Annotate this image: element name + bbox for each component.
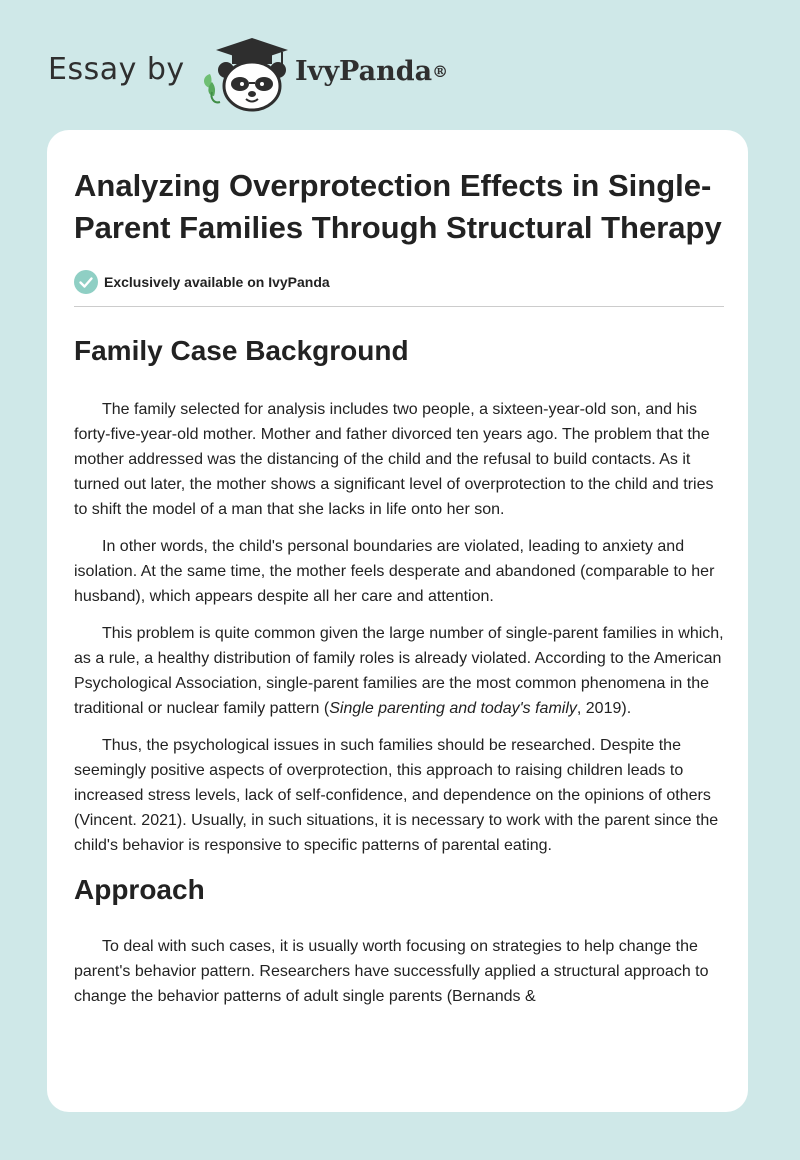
badge-label: Exclusively available on IvyPanda [104, 274, 330, 290]
section-body-background [74, 397, 724, 858]
essay-title: Analyzing Overprotection Effects in Single-Parent Families Through Structural Therapy [74, 168, 722, 245]
brand-text: IvyPanda [295, 56, 433, 87]
essay-card [47, 130, 748, 1112]
paragraph: In other words, the child's personal boundaries are violated, leading to anxiety and isolation. At the same time, the mother feels desperate and abandoned (comparable to her husband), which appears despite all her care and attention. [74, 538, 715, 605]
essay-content [74, 165, 724, 1009]
citation-title: Single parenting and today's family [329, 700, 577, 717]
essay-by-label: Essay by [48, 52, 185, 87]
panda-logo-icon[interactable] [198, 36, 288, 112]
paragraph: Thus, the psychological issues in such families should be researched. Despite the seemingly positive aspects of overprotection, this approach to raising children leads to increased stress levels, lack of self-confidence, and dependence on the opinions of others (Vincent. 2021). Usually, in such situations, it is necessary to work with the parent since the child's behavior is responsive to specific patterns of parental eating. [74, 737, 719, 854]
paragraph-with-citation [74, 621, 724, 721]
brand-name[interactable] [295, 52, 448, 92]
exclusive-badge [74, 269, 724, 295]
paragraph: The family selected for analysis includes two people, a sixteen-year-old son, and his forty-five-year-old mother. Mother and father divorced ten years ago. The problem that the mother addressed was the distancing of the child and the refusal to build contacts. As it turned out later, the mother shows a significant level of overprotection to the child and tries to shift the model of a man that she lacks in life onto her son. [74, 401, 714, 518]
paragraph: To deal with such cases, it is usually worth focusing on strategies to help change the parent's behavior pattern. Researchers have successfully applied a structural approach to change the behavior patterns of adult single parents (Bernands & [74, 938, 709, 1005]
citation-year: , 2019). [576, 700, 632, 717]
leaf-icon [204, 74, 220, 102]
paragraph-text: This problem is quite common given the large number of single-parent families in which, as a rule, a healthy distribution of family roles is already violated. According to the American Psychological Association, single-parent families are the most common phenomena in the traditional or nuclear family pattern ( [74, 625, 724, 717]
check-circle-icon [74, 270, 98, 294]
section-heading-approach: Approach [74, 874, 205, 905]
section-heading-background: Family Case Background [74, 335, 409, 366]
section-body-approach [74, 934, 724, 1009]
site-header [0, 0, 800, 125]
divider [74, 306, 724, 307]
registered-mark: ® [432, 62, 449, 81]
